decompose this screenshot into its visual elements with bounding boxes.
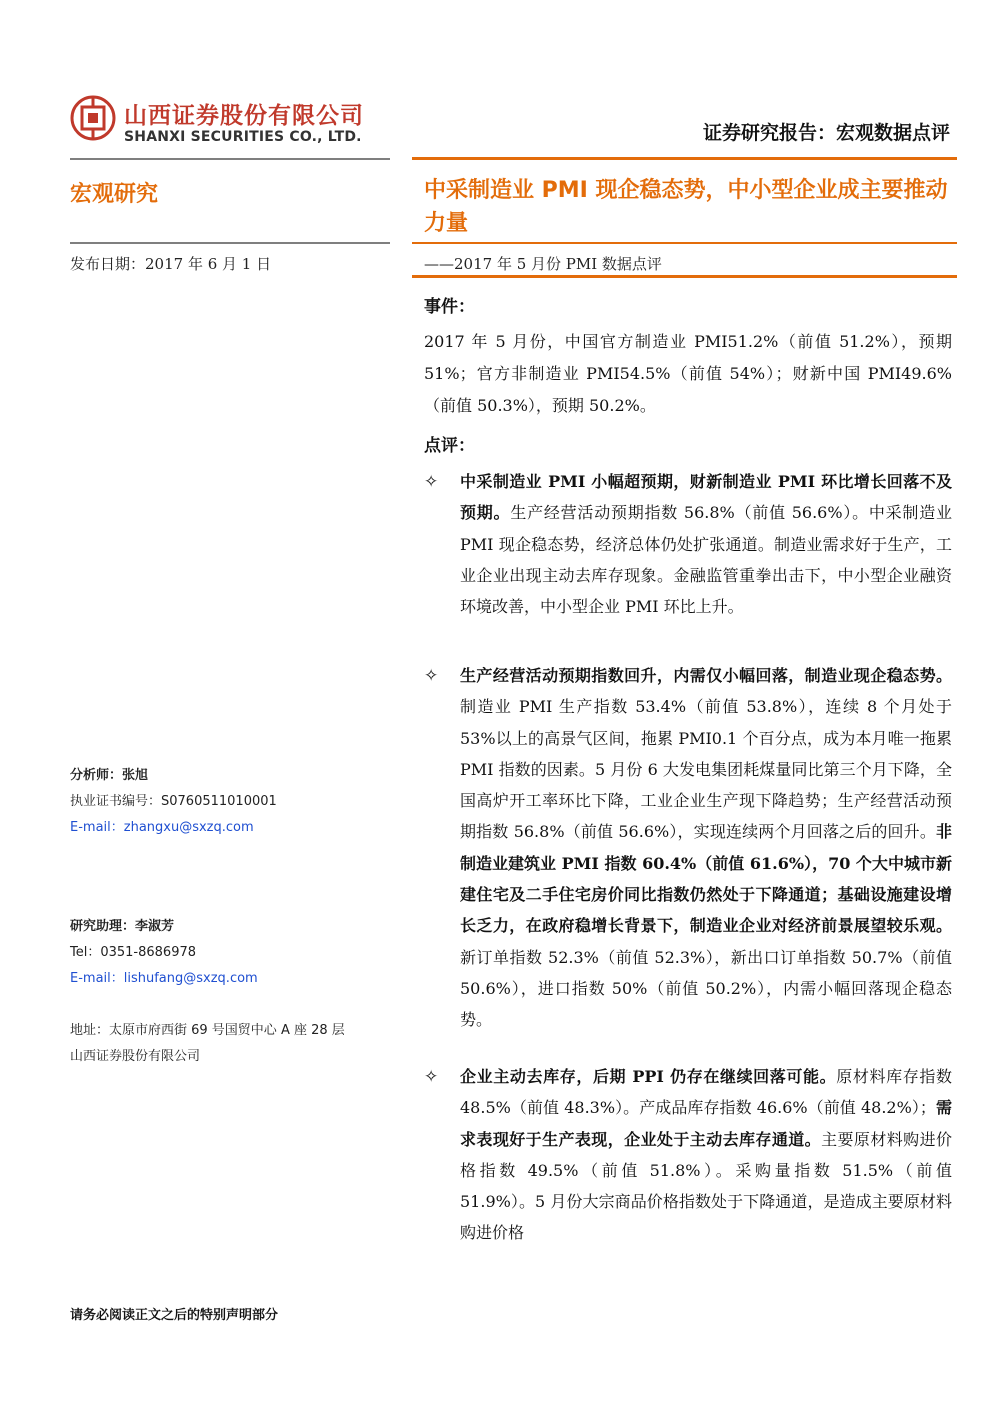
bullet-body: 制造业 PMI 生产指数 53.4%（前值 53.8%），连续 8 个月处于 53%以上的高景气区间，拖累 PMI0.1 个百分点，成为本月唯一拖累 PMI 指数的因素。5 月份 6 大发电集团耗煤量同比第三个月下降，全国高炉开工率环比下降，工业企业生产现下降趋势；生产经营活动预期指数 56.8%（前值 56.6%），实现连续两个月回落之后的回升。 [460,697,952,842]
address-company: 山西证券股份有限公司 [70,1049,201,1064]
left-header-rule [70,158,390,160]
bullet-text [460,1061,952,1249]
review-title: 点评： [424,436,475,456]
analyst-name: 分析师：张旭 [70,768,149,783]
bullet-body-2: 新订单指数 52.3%（前值 52.3%），新出口订单指数 50.7%（前值 50.6%），进口指数 50%（前值 50.2%），内需小幅回落现企稳态势。 [460,947,952,1030]
report-type: 证券研究报告：宏观数据点评 [702,122,950,144]
diamond-bullet-icon: ✧ [424,1067,439,1087]
subheadline: ——2017 年 5 月份 PMI 数据点评 [424,255,662,273]
bullet-text [460,660,952,1036]
company-name-en: SHANXI SECURITIES CO., LTD. [124,129,362,145]
bullet-highlight: 非制造业建筑业 PMI 指数 60.4%（前值 61.6%），70 个大中城市新建住宅及二手住宅房价同比指数仍然处于下降通道；基础设施建设增长乏力，在政府稳增长背景下，制造业企业对经济前景展望较乐观。 [460,822,952,936]
left-subhead-rule [70,242,390,244]
assistant-info [70,914,258,992]
address-line: 地址：太原市府西街 69 号国贸中心 A 座 28 层 [70,1023,345,1038]
company-address [70,1018,345,1070]
analyst-cert: 执业证书编号：S0760511010001 [70,794,277,809]
company-seal-logo [70,95,116,141]
subheadline-rule [412,275,957,278]
assistant-email[interactable]: E-mail：lishufang@sxzq.com [70,971,258,986]
analyst-email[interactable]: E-mail：zhangxu@sxzq.com [70,820,254,835]
bullet-body-2: 主要原材料购进价格指数 49.5%（前值 51.8%）。采购量指数 51.5%（前值 51.9%）。5 月份大宗商品价格指数处于下降通道，是造成主要原材料购进价格 [460,1129,952,1243]
right-header-rule [412,157,957,160]
diamond-bullet-icon: ✧ [424,666,439,686]
publish-date: 发布日期：2017 年 6 月 1 日 [70,255,272,273]
event-title: 事件： [424,297,475,317]
bullet-lead: 企业主动去库存，后期 PPI 仍存在继续回落可能。 [460,1067,837,1086]
right-subhead-rule [412,242,957,244]
bullet-lead: 中采制造业 PMI 小幅超预期，财新制造业 PMI 环比增长回落不及预期。 [460,472,952,523]
bullet-body: 原材料库存指数 48.5%（前值 48.3%）。产成品库存指数 46.6%（前值 48.2%）； [460,1067,952,1118]
diamond-bullet-icon: ✧ [424,472,439,492]
assistant-name: 研究助理：李淑芳 [70,919,175,934]
bullet-lead: 生产经营活动预期指数回升，内需仅小幅回落，制造业现企稳态势。 [460,666,952,685]
bullet-text [460,466,952,622]
section-label: 宏观研究 [70,182,159,207]
analyst-info [70,763,277,841]
bullet-body: 生产经营活动预期指数 56.8%（前值 56.6%）。中采制造业 PMI 现企稳态势，经济总体仍处扩张通道。制造业需求好于生产，工业企业出现主动去库存现象。金融监管重拳出击下，中小型企业融资环境改善，中小型企业 PMI 环比上升。 [460,503,952,617]
company-name-cn: 山西证券股份有限公司 [124,103,364,129]
event-text: 2017 年 5 月份，中国官方制造业 PMI51.2%（前值 51.2%），预期 51%；官方非制造业 PMI54.5%（前值 54%）；财新中国 PMI49.6%（前值 50.3%），预期 50.2%。 [424,332,952,415]
bullet-highlight: 需求表现好于生产表现，企业处于主动去库存通道。 [460,1098,952,1149]
headline: 中采制造业 PMI 现企稳态势，中小型企业成主要推动力量 [424,178,948,236]
assistant-tel: Tel：0351-8686978 [70,945,197,960]
disclaimer-note: 请务必阅读正文之后的特别声明部分 [70,1308,279,1323]
